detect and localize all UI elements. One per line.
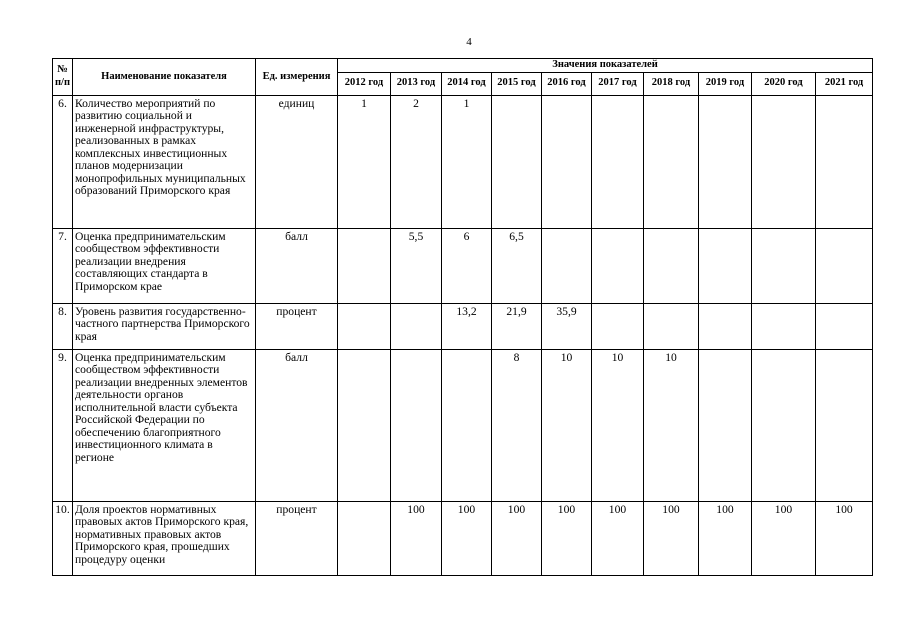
indicator-name: Доля проектов нормативных правовых актов Приморского края, нормативных правовых актов Приморского края, прошедших процедуру оценки xyxy=(73,501,256,575)
value-cell: 100 xyxy=(492,501,542,575)
header-year: 2019 год xyxy=(699,72,752,95)
value-cell: 6 xyxy=(442,228,492,303)
table-row xyxy=(53,95,873,228)
value-cell xyxy=(699,303,752,349)
header-year: 2015 год xyxy=(492,72,542,95)
value-cell xyxy=(338,501,391,575)
value-cell: 8 xyxy=(492,349,542,501)
value-cell: 2 xyxy=(391,95,442,228)
value-cell: 10 xyxy=(644,349,699,501)
header-year: 2013 год xyxy=(391,72,442,95)
value-cell xyxy=(592,228,644,303)
header-year: 2014 год xyxy=(442,72,492,95)
value-cell xyxy=(644,95,699,228)
value-cell xyxy=(752,228,816,303)
row-number: 7. xyxy=(53,228,73,303)
value-cell xyxy=(816,349,873,501)
value-cell: 1 xyxy=(338,95,391,228)
value-cell xyxy=(699,228,752,303)
table-row xyxy=(53,501,873,575)
header-year: 2018 год xyxy=(644,72,699,95)
indicator-name: Количество мероприятий по развитию социальной и инженерной инфраструктуры, реализованных в рамках комплексных инвестиционных планов модернизации монопрофильных муниципальных образований Приморского края xyxy=(73,95,256,228)
value-cell xyxy=(699,95,752,228)
value-cell xyxy=(391,303,442,349)
value-cell xyxy=(442,349,492,501)
table-row xyxy=(53,228,873,303)
value-cell: 13,2 xyxy=(442,303,492,349)
value-cell xyxy=(816,228,873,303)
indicator-unit: балл xyxy=(256,349,338,501)
page-number: 4 xyxy=(466,36,472,48)
header-num: № п/п xyxy=(53,59,73,96)
indicators-table xyxy=(52,58,873,576)
value-cell xyxy=(752,303,816,349)
value-cell: 10 xyxy=(542,349,592,501)
value-cell xyxy=(338,303,391,349)
value-cell xyxy=(492,95,542,228)
value-cell xyxy=(391,349,442,501)
value-cell xyxy=(592,95,644,228)
header-values: Значения показателей xyxy=(338,59,873,73)
value-cell: 100 xyxy=(816,501,873,575)
indicator-unit: балл xyxy=(256,228,338,303)
header-year: 2020 год xyxy=(752,72,816,95)
value-cell: 100 xyxy=(391,501,442,575)
table-row xyxy=(53,349,873,501)
value-cell xyxy=(644,303,699,349)
header-year: 2021 год xyxy=(816,72,873,95)
indicator-unit: единиц xyxy=(256,95,338,228)
value-cell xyxy=(644,228,699,303)
header-year: 2017 год xyxy=(592,72,644,95)
value-cell: 1 xyxy=(442,95,492,228)
row-number: 6. xyxy=(53,95,73,228)
header-year: 2016 год xyxy=(542,72,592,95)
value-cell: 100 xyxy=(752,501,816,575)
value-cell: 100 xyxy=(644,501,699,575)
value-cell: 100 xyxy=(592,501,644,575)
value-cell xyxy=(542,95,592,228)
value-cell xyxy=(542,228,592,303)
table-row xyxy=(53,303,873,349)
row-number: 9. xyxy=(53,349,73,501)
value-cell xyxy=(338,349,391,501)
indicator-name: Уровень развития государственно-частного партнерства Приморского края xyxy=(73,303,256,349)
header-name: Наименование показателя xyxy=(73,59,256,96)
value-cell xyxy=(752,95,816,228)
indicator-name: Оценка предпринимательским сообществом эффективности реализации внедренных элементов деятельности органов исполнительной власти субъекта Российской Федерации по обеспечению благоприятного инвестиционного климата в регионе xyxy=(73,349,256,501)
value-cell: 10 xyxy=(592,349,644,501)
value-cell: 100 xyxy=(699,501,752,575)
row-number: 8. xyxy=(53,303,73,349)
value-cell xyxy=(816,95,873,228)
row-number: 10. xyxy=(53,501,73,575)
value-cell: 21,9 xyxy=(492,303,542,349)
header-unit: Ед. измерения xyxy=(256,59,338,96)
value-cell xyxy=(699,349,752,501)
value-cell xyxy=(592,303,644,349)
value-cell: 5,5 xyxy=(391,228,442,303)
value-cell: 100 xyxy=(442,501,492,575)
value-cell xyxy=(752,349,816,501)
indicator-name: Оценка предпринимательским сообществом эффективности реализации внедрения составляющих стандарта в Приморском крае xyxy=(73,228,256,303)
indicator-unit: процент xyxy=(256,303,338,349)
value-cell xyxy=(816,303,873,349)
value-cell: 100 xyxy=(542,501,592,575)
value-cell xyxy=(338,228,391,303)
value-cell: 35,9 xyxy=(542,303,592,349)
indicator-unit: процент xyxy=(256,501,338,575)
value-cell: 6,5 xyxy=(492,228,542,303)
header-year: 2012 год xyxy=(338,72,391,95)
